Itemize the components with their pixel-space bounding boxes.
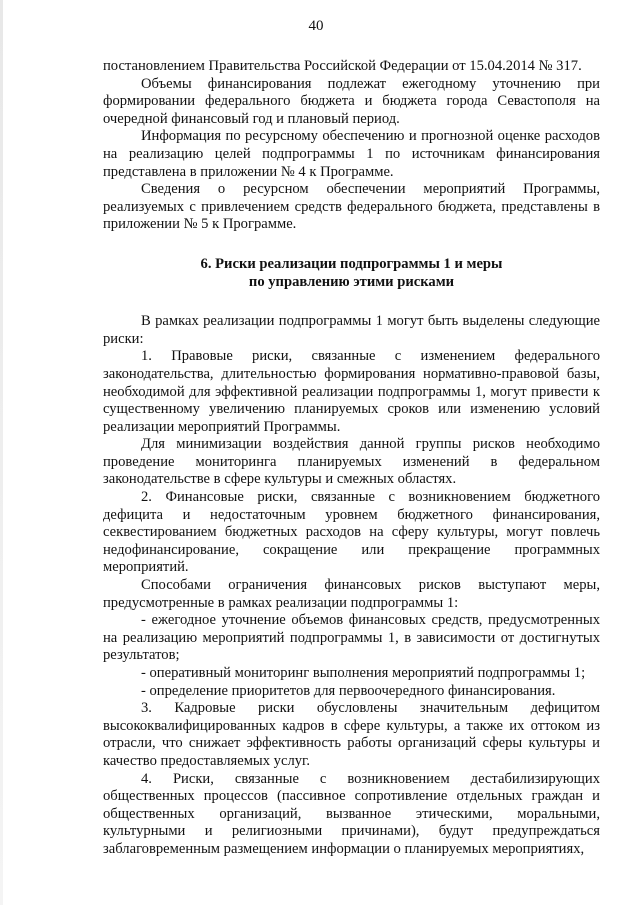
paragraph-legal-risks-mitigation: Для минимизации воздействия данной группы рисков необходимо проведение мониторинга планируемых изменений в федеральном законодательстве в сфере культуры и смежных областях. (103, 436, 600, 488)
paragraph-funding-volumes: Объемы финансирования подлежат ежегодному уточнению при формировании федерального бюджета и бюджета города Севастополя на очередной финансовый год и плановый период. (103, 75, 600, 127)
paragraph-risks-intro: В рамках реализации подпрограммы 1 могут быть выделены следующие риски: (103, 313, 600, 347)
scan-edge (0, 0, 3, 905)
list-item-annual-adjustment: - ежегодное уточнение объемов финансовых средств, предусмотренных на реализацию мероприятий подпрограммы 1, в зависимости от достигнутых результатов; (103, 612, 600, 664)
paragraph-personnel-risks: 3. Кадровые риски обусловлены значительным дефицитом высококвалифицированных кадров в сфере культуры, а также их оттоком из отрасли, что снижает эффективность работы организаций сферы культуры и качество предоставляемых услуг. (103, 700, 600, 769)
section-heading (103, 256, 600, 291)
paragraph-resource-info: Информация по ресурсному обеспечению и прогнозной оценке расходов на реализацию целей подпрограммы 1 по источникам финансирования представлена в приложении № 4 к Программе. (103, 128, 600, 180)
list-item-monitoring: - оперативный мониторинг выполнения мероприятий подпрограммы 1; (141, 665, 586, 681)
page-number: 40 (308, 18, 324, 34)
document-body (103, 58, 600, 859)
paragraph-financial-risks: 2. Финансовые риски, связанные с возникновением бюджетного дефицита и недостаточным уровнем бюджетного финансирования, секвестированием бюджетных расходов на сферу культуры, могут повлечь недофинансирование, сокращение или прекращение программных мероприятий. (103, 489, 600, 576)
paragraph-legal-risks: 1. Правовые риски, связанные с изменением федерального законодательства, длительностью формирования нормативно-правовой базы, необходимой для эффективной реализации подпрограммы 1, могут привести к существенному увеличению планируемых сроков или изменению условий реализации мероприятий Программы. (103, 348, 600, 435)
section-title-line-2: по управлению этими рисками (248, 273, 455, 290)
list-item-priorities: - определение приоритетов для первоочередного финансирования. (141, 682, 556, 699)
paragraph-continuation: постановлением Правительства Российской Федерации от 15.04.2014 № 317. (103, 58, 582, 74)
paragraph-social-risks: 4. Риски, связанные с возникновением дестабилизирующих общественных процессов (пассивное сопротивление отдельных граждан и общественных организаций, вызванное этическими, моральными, культурными и религиозными причинами), будут предупреждаться заблаговременным размещением информации о планируемых мероприятиях, (103, 770, 600, 857)
paragraph-federal-budget-info: Сведения о ресурсном обеспечении мероприятий Программы, реализуемых с привлечением средств федерального бюджета, представлены в приложении № 5 к Программе. (103, 181, 600, 233)
paragraph-financial-risks-measures: Способами ограничения финансовых рисков выступают меры, предусмотренные в рамках реализации подпрограммы 1: (103, 577, 600, 611)
section-title-line-1: 6. Риски реализации подпрограммы 1 и меры (200, 255, 503, 272)
